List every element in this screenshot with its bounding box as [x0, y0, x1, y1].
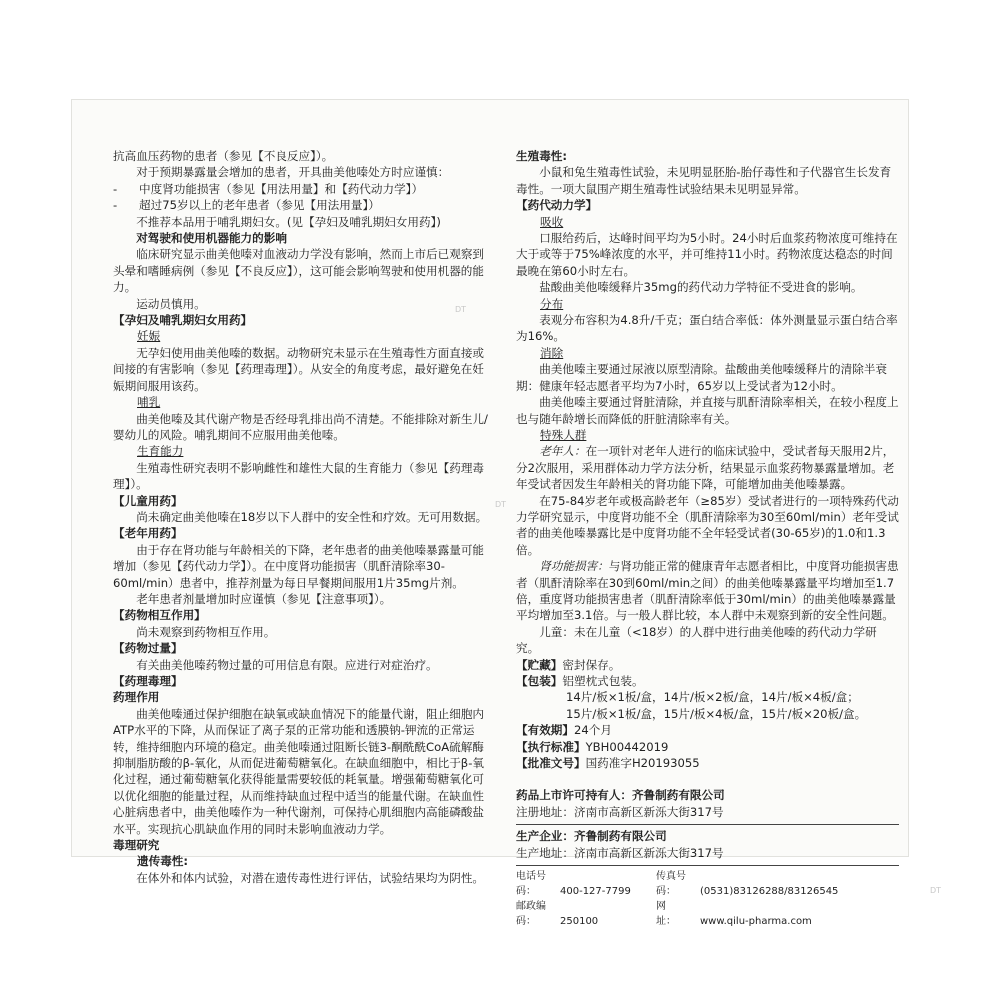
watermark: DT — [495, 500, 507, 509]
prod-address-row: 生产地址：济南市高新区新泺大街317号 — [516, 845, 724, 860]
paragraph: 曲美他嗪及其代谢产物是否经母乳排出尚不清楚。不能排除对新生儿/婴幼儿的风险。哺乳期间不应服用曲美他嗪。 — [113, 411, 488, 442]
precautions-text: 抗高血压药物的患者（参见【不良反应】）。 — [113, 149, 334, 163]
divider — [516, 824, 899, 825]
precautions-text: 对于预期暴露量会增加的患者，开具曲美他嗪处方时应谨慎： — [136, 165, 450, 180]
paragraph: 曲美他嗪主要通过尿液以原型清除。盐酸曲美他嗪缓释片的清除半衰期：健康年轻志愿者平均为7小时，65岁以上受试者为12小时。 — [516, 362, 888, 393]
contact-row: 邮政编码： 250100网 址： www.qilu-pharma.com — [516, 901, 812, 928]
contact-row: 电话号码： 400-127-7799传真号码： (0531)83126288/83126545 — [516, 871, 839, 898]
section-heading: 【药物相互作用】 — [113, 608, 206, 623]
subheading: 生殖毒性: — [516, 149, 568, 163]
paragraph: 尚未观察到药物相互作用。 — [136, 624, 276, 639]
subheading: 吸收 — [540, 214, 564, 229]
paragraph: 小鼠和兔生殖毒性试验，未见明显胚胎-胎仔毒性和子代器官生长发育毒性。一项大鼠围产期生殖毒性试验结果未见明显异常。 — [516, 165, 892, 196]
paragraph: 运动员慎用。 — [136, 296, 206, 311]
section-heading: 对驾驶和使用机器能力的影响 — [136, 231, 287, 246]
subheading: 哺乳 — [137, 395, 161, 410]
paragraph: 在75-84岁老年或极高龄老年（≥85岁）受试者进行的一项特殊药代动力学研究显示，中度肾功能不全（肌酐清除率为30至60ml/min）老年受试者的曲美他嗪暴露比是中度肾功能不全年轻受试者(30-65岁)的1.0和1.3倍。 — [516, 493, 899, 557]
subheading: 生育能力 — [137, 444, 184, 459]
paragraph: 生殖毒性研究表明不影响雌性和雄性大鼠的生育能力（参见【药理毒理】）。 — [113, 460, 485, 492]
subheading: 毒理研究 — [113, 838, 160, 853]
package-spec: 14片/板×1板/盒，14片/板×2板/盒，14片/板×4板/盒； — [566, 690, 859, 705]
storage-row: 【贮藏】密封保存。 — [516, 657, 621, 672]
paragraph: 有关曲美他嗪药物过量的可用信息有限。应进行对症治疗。 — [136, 657, 438, 672]
reg-address-row: 注册地址：济南市高新区新泺大街317号 — [516, 804, 724, 819]
subgroup-label: 老年人： — [539, 444, 586, 459]
section-heading: 【药代动力学】 — [516, 198, 598, 213]
spacer — [516, 771, 899, 787]
paragraph: 老年人：在一项针对老年人进行的临床试验中，受试者每天服用2片，分2次服用，采用群体动力学方法分析，结果显示血浆药物暴露量增加。老年受试者因发生年龄相关的肾功能下降，可能增加曲美他嗪暴露。 — [516, 444, 895, 492]
validity-row: 【有效期】24个月 — [516, 723, 612, 738]
right-column — [516, 148, 899, 929]
paragraph: 尚未确定曲美他嗪在18岁以下人群中的安全性和疗效。无可用数据。 — [136, 509, 488, 524]
paragraph: 肾功能损害：与肾功能正常的健康青年志愿者相比，中度肾功能损害患者（肌酐清除率在30到60ml/min之间）的曲美他嗪暴露量平均增加至1.7倍，重度肾功能损害患者（肌酐清除率低于30ml/min）的曲美他嗪暴露量平均增加至3.1倍。与一般人群比较，本人群中未观察到新的安全性问题。 — [516, 559, 899, 623]
subheading: 消除 — [540, 345, 564, 360]
subheading: 妊娠 — [137, 329, 161, 344]
subheading: 分布 — [540, 296, 564, 311]
section-heading: 【药理毒理】 — [113, 674, 183, 688]
paragraph: 口服给药后，达峰时间平均为5小时。24小时后血浆药物浓度可维持在大于或等于75%峰浓度的水平，并可维持11小时。药物浓度达稳态的时间最晚在第60小时左右。 — [516, 231, 898, 278]
package-spec: 15片/板×1板/盒，15片/板×4板/盒，15片/板×20板/盒。 — [566, 706, 867, 721]
paragraph: 曲美他嗪主要通过肾脏清除，并直接与肌酐清除率相关，在较小程度上也与随年龄增长而降低的肝脏清除率有关。 — [516, 395, 899, 426]
paragraph: 老年患者剂量增加时应谨慎（参见【注意事项】）。 — [136, 591, 392, 606]
section-heading: 【儿童用药】 — [113, 493, 183, 508]
paragraph: 曲美他嗪通过保护细胞在缺氧或缺血情况下的能量代谢，阻止细胞内ATP水平的下降，从而保证了离子泵的正常功能和透膜钠-钾流的正常运转，维持细胞内环境的稳定。曲美他嗪通过阻断长链3-酮酰酰CoA硫解酶抑制脂肪酸的β-氧化，从而促进葡萄糖氧化。在缺血细胞中，相比于β-氧化过程，通过葡萄糖氧化获得能量需要较低的耗氧量。增强葡萄糖氧化可以优化细胞的能量过程，从而维持缺血过程中适当的能量代谢。在缺血性心脏病患者中，曲美他嗪作为一种代谢剂，可保持心肌细胞内高能磷酸盐水平。实现抗心肌缺血作用的同时未影响血液动力学。 — [113, 706, 485, 836]
bullet-item: - 中度肾功能损害（参见【用法用量】和【药代动力学】） — [113, 181, 424, 196]
approval-row: 【批准文号】国药准字H20193055 — [516, 756, 700, 771]
paragraph: 无孕妇使用曲美他嗪的数据。动物研究未显示在生殖毒性方面直接或间接的有害影响（参见【药理毒理】）。从安全的角度考虑，最好避免在妊娠期间服用该药。 — [113, 345, 485, 393]
subgroup-label: 肾功能损害： — [539, 559, 609, 574]
watermark: DT — [930, 886, 942, 895]
paragraph: 儿童：未在儿童（<18岁）的人群中进行曲美他嗪的药代动力学研究。 — [516, 624, 877, 656]
subheading: 遗传毒性: — [137, 854, 189, 869]
paragraph: 由于存在肾功能与年龄相关的下降，老年患者的曲美他嗪暴露量可能增加（参见【药代动力学】）。在中度肾功能损害（肌酐清除率30-60ml/min）患者中，推荐剂量为每日早餐期间服用1片35mg片剂。 — [113, 542, 485, 590]
subheading: 特殊人群 — [540, 427, 587, 442]
divider — [516, 865, 899, 866]
precautions-text: 不推荐本品用于哺乳期妇女。(见【孕妇及哺乳期妇女用药】) — [136, 214, 441, 229]
paragraph: 盐酸曲美他嗪缓释片35mg的药代动力学特征不受进食的影响。 — [539, 280, 863, 295]
standard-row: 【执行标准】YBH00442019 — [516, 739, 669, 754]
paragraph: 临床研究显示曲美他嗪对血液动力学没有影响，然而上市后已观察到头晕和嗜睡病例（参见【不良反应】），这可能会影响驾驶和使用机器的能力。 — [113, 247, 485, 295]
left-column — [113, 148, 493, 886]
section-heading: 【孕妇及哺乳期妇女用药】 — [113, 313, 253, 328]
paragraph: 在体外和体内试验，对潜在遗传毒性进行评估，试验结果均为阴性。 — [136, 870, 485, 885]
holder-row: 药品上市许可持有人：齐鲁制药有限公司 — [516, 788, 725, 803]
paragraph: 表观分布容积为4.8升/千克；蛋白结合率低：体外测量显示蛋白结合率为16%。 — [516, 313, 898, 344]
manufacturer-row: 生产企业：齐鲁制药有限公司 — [516, 829, 667, 844]
package-row: 【包装】铝塑枕式包装。 — [516, 674, 644, 688]
subheading: 药理作用 — [113, 690, 160, 705]
section-heading: 【药物过量】 — [113, 641, 183, 656]
bullet-item: - 超过75岁以上的老年患者（参见【用法用量】） — [113, 198, 380, 213]
section-heading: 【老年用药】 — [113, 526, 183, 541]
watermark: DT — [455, 305, 467, 314]
